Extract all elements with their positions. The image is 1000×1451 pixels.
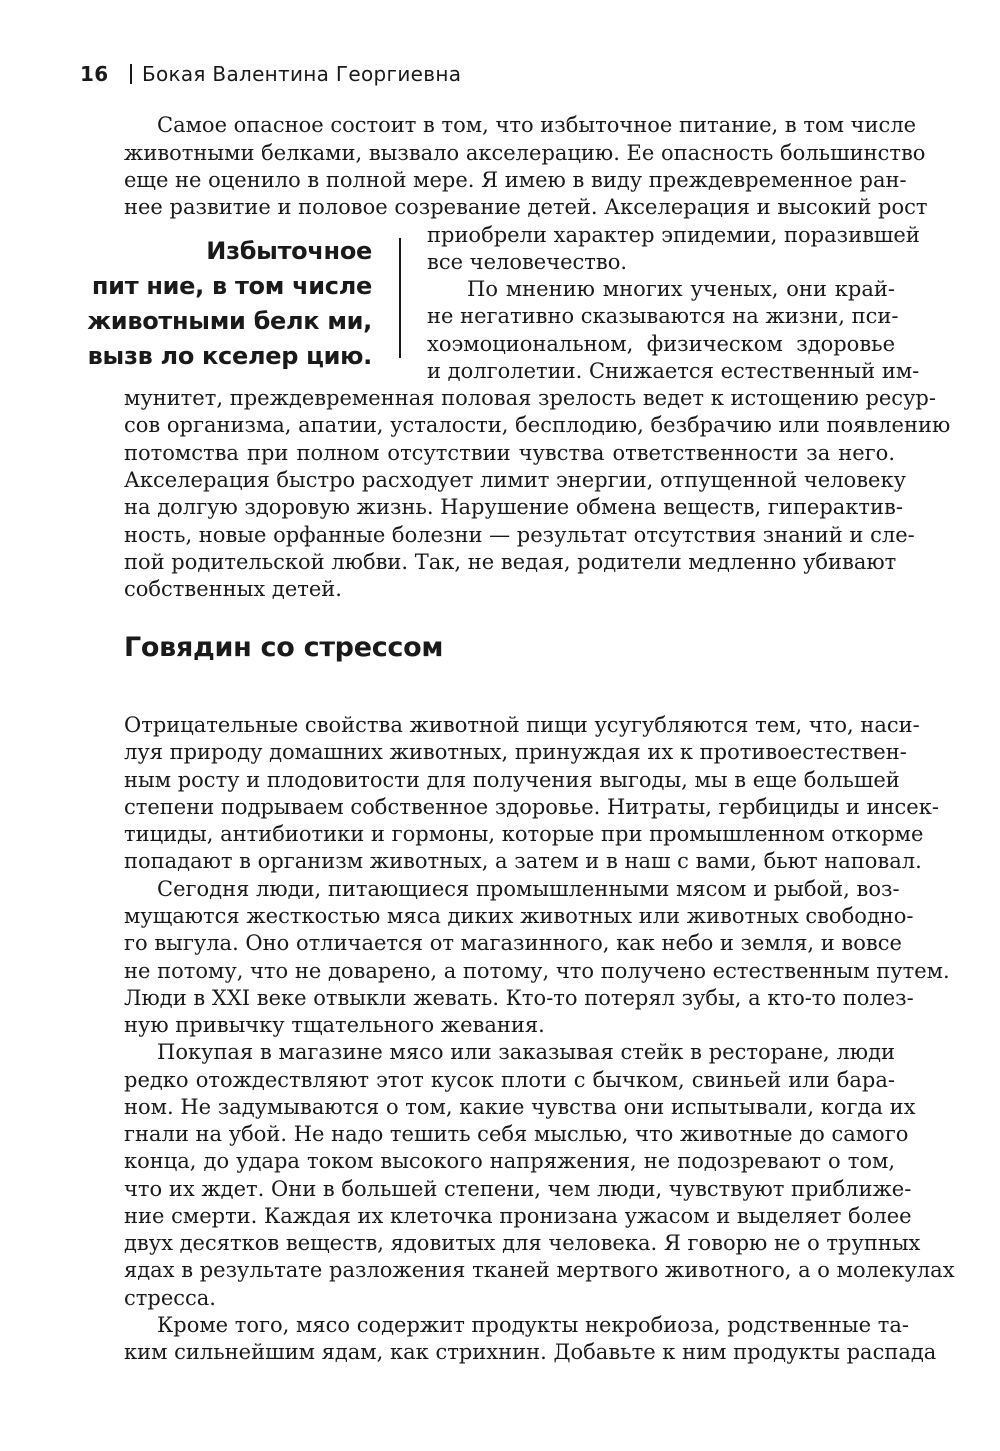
text-line: сов организма, апатии, усталости, бесплодию, безбрачию или появлению (124, 413, 951, 437)
text-line: ным росту и плодовитости для получения выгоды, мы в еще большей (124, 768, 900, 792)
text-line: нее развитие и половое созревание детей. Акселерация и высокий рост (124, 195, 928, 219)
text-line: пой родительской любви. Так, не ведая, родители медленно убивают (124, 550, 897, 574)
text-line: ядах в результате разложения тканей мертвого животного, а о молекулах (124, 1258, 955, 1282)
author-name: Бокая Валентина Георгиевна (141, 62, 462, 86)
text-line: стресса. (124, 1286, 216, 1310)
pull-quote-line: животными белк ми, (87, 307, 372, 335)
pull-quote (60, 234, 372, 374)
text-line: редко отождествляют этот кусок плоти с бычком, свиньей или бара- (124, 1068, 895, 1092)
text-line: ном. Не задумываются о том, какие чувства они испытывали, когда их (124, 1095, 916, 1119)
text-line: Отрицательные свойства животной пищи усугубляются тем, что, наси- (124, 713, 920, 737)
pull-quote-rule (399, 238, 401, 358)
text-line: потомства при полном отсутствии чувства ответственности за него. (124, 441, 895, 465)
text-line: конца, до удара током высокого напряжения, не подозревают о том, (124, 1149, 895, 1173)
text-line: Покупая в магазине мясо или заказывая стейк в ресторане, люди (157, 1040, 895, 1064)
text-line: степени подрываем собственное здоровье. Нитраты, гербициды и инсек- (124, 795, 939, 819)
pull-quote-line: Избыточное (206, 237, 372, 265)
text-line: тициды, антибиотики и гормоны, которые при промышленном откорме (124, 822, 924, 846)
text-line: ким сильнейшим ядам, как стрихнин. Добавьте к ним продукты распада (124, 1340, 937, 1364)
text-line: собственных детей. (124, 577, 342, 601)
text-line: гнали на убой. Не надо тешить себя мыслью, что животные до самого (124, 1122, 909, 1146)
text-line: Сегодня люди, питающиеся промышленными мясом и рыбой, воз- (157, 877, 900, 901)
pull-quote-line: пит ние, в том числе (91, 272, 372, 300)
text-line: не негативно сказываются на жизни, пси- (427, 304, 899, 328)
text-line: По мнению многих ученых, они край- (467, 277, 895, 301)
text-line: животными белками, вызвало акселерацию. Ее опасность большинство (124, 141, 926, 165)
header-divider (130, 64, 132, 84)
text-line: все человечество. (427, 250, 628, 274)
text-line: мунитет, преждевременная половая зрелость ведет к истощению ресур- (124, 386, 936, 410)
section-heading: Говядин со стрессом (124, 632, 444, 663)
text-line: Акселерация быстро расходует лимит энергии, отпущенной человеку (124, 468, 906, 492)
page-number: 16 (80, 62, 109, 86)
text-line: попадают в организм животных, а затем и в наш с вами, бьют наповал. (124, 849, 922, 873)
pull-quote-line: вызв ло ксeлер цию. (87, 342, 372, 370)
text-line: луя природу домашних животных, принуждая их к противоестествен- (124, 740, 907, 764)
text-line: хоэмоциональном, физическом здоровье (427, 332, 895, 356)
text-line: Люди в XXI веке отвыкли жевать. Кто-то потерял зубы, а кто-то полез- (124, 986, 914, 1010)
running-head (80, 62, 461, 86)
text-line: еще не оценило в полной мере. Я имею в виду преждевременное ран- (124, 168, 907, 192)
text-line: двух десятков веществ, ядовитых для человека. Я говорю не о трупных (124, 1231, 921, 1255)
text-line: Кроме того, мясо содержит продукты некробиоза, родственные та- (157, 1313, 909, 1337)
text-line: на долгую здоровую жизнь. Нарушение обмена веществ, гиперактив- (124, 495, 903, 519)
text-line: что их ждет. Они в большей степени, чем люди, чувствуют приближе- (124, 1177, 912, 1201)
text-line: Самое опасное состоит в том, что избыточное питание, в том числе (157, 113, 917, 137)
text-line: ние смерти. Каждая их клеточка пронизана ужасом и выделяет более (124, 1204, 912, 1228)
text-line: не потому, что не доварено, а потому, что получено естественным путем. (124, 959, 950, 983)
text-line: мущаются жесткостью мяса диких животных или животных свободно- (124, 904, 914, 928)
text-line: приобрели характер эпидемии, поразившей (427, 223, 920, 247)
text-line: ность, новые орфанные болезни — результат отсутствия знаний и сле- (124, 523, 915, 547)
text-line: го выгула. Оно отличается от магазинного, как небо и земля, и вовсе (124, 931, 902, 955)
text-line: ную привычку тщательного жевания. (124, 1013, 545, 1037)
text-line: и долголетии. Снижается естественный им- (427, 359, 920, 383)
